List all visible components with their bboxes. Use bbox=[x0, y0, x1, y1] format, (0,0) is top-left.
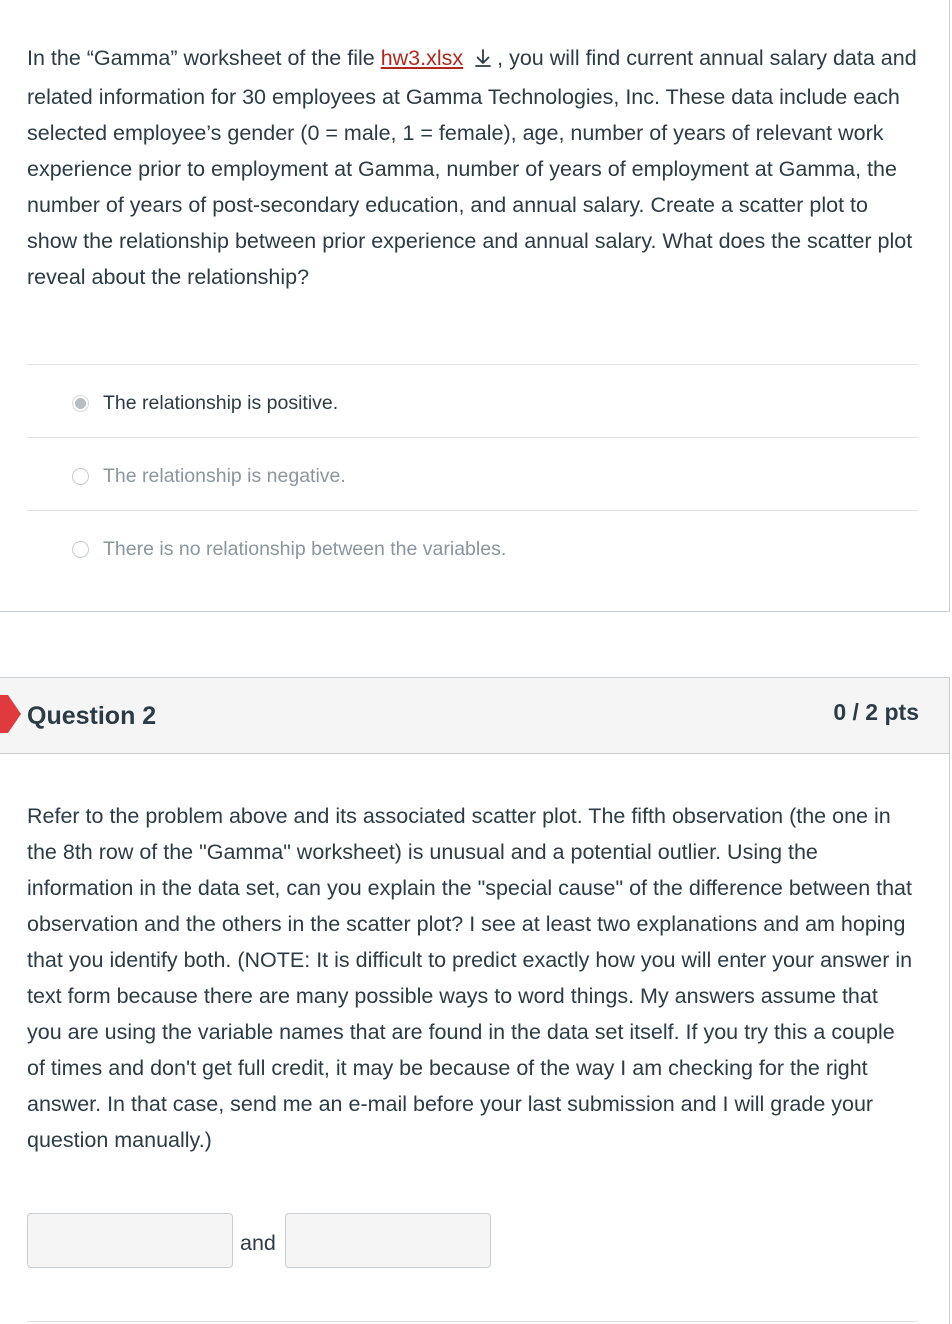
answer-label: There is no relationship between the variables. bbox=[103, 537, 507, 560]
question-2-header bbox=[0, 677, 950, 754]
question-1-text bbox=[27, 40, 917, 295]
radio-selected-icon[interactable] bbox=[72, 395, 89, 412]
incorrect-flag-icon bbox=[0, 695, 22, 733]
download-icon[interactable] bbox=[473, 43, 493, 79]
answer-divider bbox=[27, 510, 918, 511]
answer-label: The relationship is negative. bbox=[103, 464, 346, 487]
radio-icon[interactable] bbox=[72, 541, 89, 558]
answer-option-2[interactable] bbox=[72, 464, 346, 488]
answer-divider bbox=[27, 437, 918, 438]
question-2-body bbox=[0, 753, 950, 1324]
question-1-card bbox=[0, 0, 950, 612]
file-link-hw3[interactable]: hw3.xlsx bbox=[380, 46, 464, 70]
blank-answer-2[interactable] bbox=[285, 1213, 491, 1268]
question-1-text-start: In the “Gamma” worksheet of the file bbox=[27, 46, 381, 70]
question-1-text-end: , you will find current annual salary data and related information for 30 employees at Gamma Technologies, Inc. These data include each selected employee’s gender (0 = male, 1 = female), age, number of years of relevant work experience prior to employment at Gamma, number of years of employment at Gamma, the number of years of post-secondary education, and annual salary. Create a scatter plot to show the relationship between prior experience and annual salary. What does the scatter plot reveal about the relationship? bbox=[27, 46, 917, 289]
radio-icon[interactable] bbox=[72, 468, 89, 485]
answer-option-1[interactable] bbox=[72, 391, 338, 415]
bottom-divider bbox=[27, 1321, 918, 1322]
question-2-prompt: Refer to the problem above and its associated scatter plot. The fifth observation (the one in the 8th row of the "Gamma" worksheet) is unusual and a potential outlier. Using the information in the data set, can you explain the "special cause" of the difference between that observation and the others in the scatter plot? I see at least two explanations and am hoping that you identify both. (NOTE: It is difficult to predict exactly how you will enter your answer in text form because there are many possible ways to word things. My answers assume that you are using the variable names that are found in the data set itself. If you try this a couple of times and don't get full credit, it may be because of the way I am checking for the right answer. In that case, send me an e-mail before your last submission and I will grade your question manually.) bbox=[27, 804, 913, 1152]
blank-connector: and bbox=[240, 1231, 276, 1255]
question-2-title: Question 2 bbox=[27, 702, 157, 730]
blank-answer-1[interactable] bbox=[27, 1213, 233, 1268]
answers-top-divider bbox=[27, 364, 918, 365]
question-2-points: 0 / 2 pts bbox=[833, 699, 919, 725]
answer-option-3[interactable] bbox=[72, 537, 506, 561]
question-2-text bbox=[27, 798, 917, 1158]
answer-label: The relationship is positive. bbox=[103, 391, 339, 414]
